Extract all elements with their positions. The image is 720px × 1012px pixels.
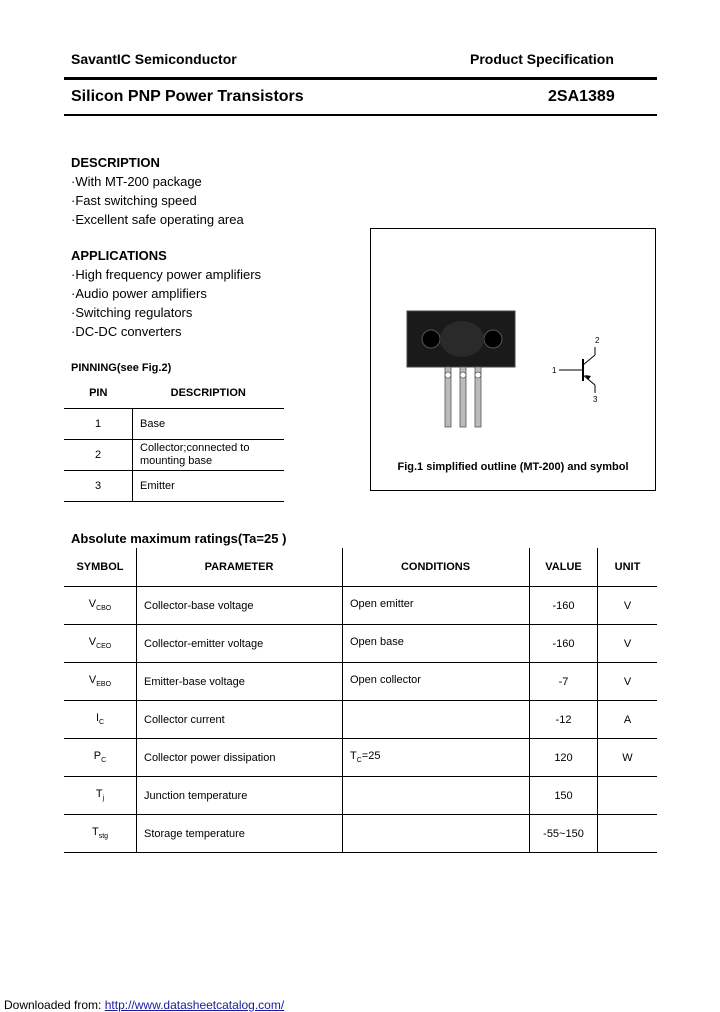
conditions-cell: $T_C=25$ (343, 739, 530, 777)
unit-cell: V (598, 663, 658, 701)
symbol-cell: $V_{EBO}$ (64, 663, 137, 701)
conditions-cell: Open base (343, 625, 530, 663)
conditions-cell (343, 701, 530, 739)
list-item: ·Fast switching speed (71, 193, 197, 208)
header-rule-bottom (64, 114, 657, 116)
value-cell: -55~150 (530, 815, 598, 853)
parameter-cell: Collector current (137, 701, 343, 739)
conditions-cell (343, 815, 530, 853)
symbol-column-header: SYMBOL (64, 548, 137, 587)
value-cell: 150 (530, 777, 598, 815)
description-column-header: DESCRIPTION (133, 378, 285, 409)
table-row (64, 663, 657, 701)
value-cell: -160 (530, 587, 598, 625)
unit-cell: A (598, 701, 658, 739)
unit-cell: V (598, 625, 658, 663)
table-row (64, 440, 284, 471)
footer (4, 998, 284, 1012)
package-figure (370, 228, 656, 491)
symbol-cell: $I_C$ (64, 701, 137, 739)
conditions-column-header: CONDITIONS (343, 548, 530, 587)
pin-description: Emitter (133, 471, 285, 502)
conditions-cell (343, 777, 530, 815)
value-column-header: VALUE (530, 548, 598, 587)
parameter-cell: Junction temperature (137, 777, 343, 815)
symbol-cell: $V_{CEO}$ (64, 625, 137, 663)
unit-cell (598, 815, 658, 853)
parameter-cell: Collector-base voltage (137, 587, 343, 625)
company-name: SavantIC Semiconductor (71, 51, 237, 67)
document-type: Product Specification (470, 51, 614, 67)
footer-label: Downloaded from: (4, 998, 102, 1012)
parameter-cell: Collector-emitter voltage (137, 625, 343, 663)
table-row (64, 625, 657, 663)
pinning-table (64, 378, 284, 502)
table-row (64, 471, 284, 502)
symbol-cell: $T_{stg}$ (64, 815, 137, 853)
value-cell: -160 (530, 625, 598, 663)
header-rule-top (64, 77, 657, 80)
list-item: ·DC-DC converters (71, 324, 182, 339)
figure-caption: Fig.1 simplified outline (MT-200) and symbol (397, 461, 629, 473)
table-row (64, 701, 657, 739)
description-heading: DESCRIPTION (71, 155, 160, 170)
table-row (64, 409, 284, 440)
conditions-cell: Open collector (343, 663, 530, 701)
pin-description: Base (133, 409, 285, 440)
part-number: 2SA1389 (548, 88, 615, 105)
table-row (64, 777, 657, 815)
ratings-heading: Absolute maximum ratings(Ta=25 ) (71, 531, 287, 546)
conditions-cell: Open emitter (343, 587, 530, 625)
footer-link[interactable]: http://www.datasheetcatalog.com/ (104, 998, 285, 1012)
pinning-heading: PINNING(see Fig.2) (71, 362, 172, 374)
list-item: ·With MT-200 package (71, 174, 202, 189)
table-row (64, 815, 657, 853)
unit-column-header: UNIT (598, 548, 658, 587)
parameter-column-header: PARAMETER (137, 548, 343, 587)
symbol-label-base: 1 (552, 366, 557, 375)
symbol-label-collector: 2 (595, 336, 600, 345)
pin-description: Collector;connected to mounting base (133, 440, 285, 471)
pin-number: 1 (64, 409, 133, 440)
symbol-cell: $V_{CBO}$ (64, 587, 137, 625)
list-item: ·Excellent safe operating area (71, 212, 244, 227)
symbol-label-emitter: 3 (593, 395, 598, 404)
unit-cell: W (598, 739, 658, 777)
unit-cell: V (598, 587, 658, 625)
symbol-cell: $T_j$ (64, 777, 137, 815)
parameter-cell: Collector power dissipation (137, 739, 343, 777)
parameter-cell: Emitter-base voltage (137, 663, 343, 701)
applications-list (71, 265, 261, 341)
table-row (64, 739, 657, 777)
pin-number: 2 (64, 440, 133, 471)
parameter-cell: Storage temperature (137, 815, 343, 853)
table-row (64, 587, 657, 625)
description-list (71, 172, 244, 229)
list-item: ·Audio power amplifiers (71, 286, 207, 301)
list-item: ·High frequency power amplifiers (71, 267, 262, 282)
ratings-table (64, 548, 657, 853)
page-title: Silicon PNP Power Transistors (71, 88, 304, 105)
unit-cell (598, 777, 658, 815)
pin-number: 3 (64, 471, 133, 502)
value-cell: -7 (530, 663, 598, 701)
symbol-cell: $P_C$ (64, 739, 137, 777)
value-cell: -12 (530, 701, 598, 739)
value-cell: 120 (530, 739, 598, 777)
applications-heading: APPLICATIONS (71, 248, 167, 263)
pin-column-header: PIN (64, 378, 133, 409)
transistor-package-illustration (371, 229, 655, 459)
list-item: ·Switching regulators (71, 305, 193, 320)
